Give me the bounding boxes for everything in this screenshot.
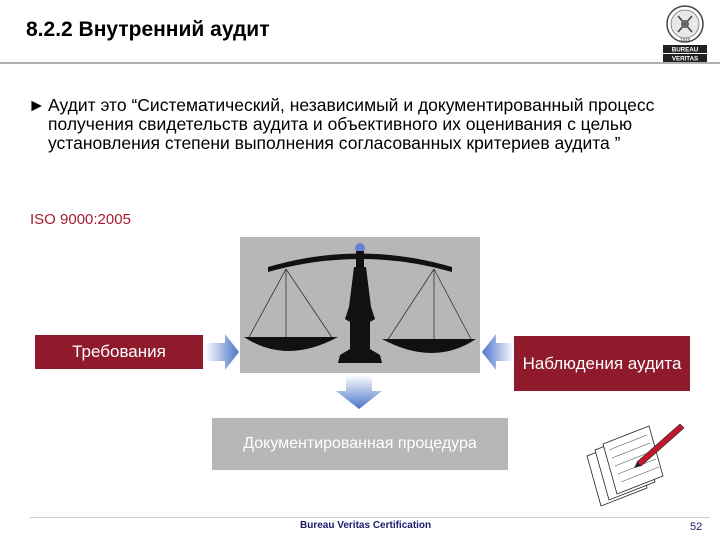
definition-text: Аудит это “Систематический, независимый и документированный процесс получения свидетельств аудита и объективного их оценивания с целью установления степени выполнения согласованных критериев аудита ” (48, 95, 655, 153)
bureau-veritas-logo (660, 4, 710, 64)
bullet-marker-icon: ► (28, 95, 46, 115)
arrow-down-icon (336, 375, 382, 409)
arrow-left-icon (482, 334, 514, 370)
svg-text:1828: 1828 (679, 37, 691, 42)
svg-text:VERITAS: VERITAS (671, 55, 699, 63)
iso-reference: ISO 9000:2005 (30, 211, 131, 228)
scales-icon (240, 237, 480, 373)
page-title: 8.2.2 Внутренний аудит (26, 18, 270, 41)
arrow-right-icon (205, 334, 239, 370)
page-number: 52 (690, 521, 703, 533)
requirements-box: Требования (35, 335, 203, 369)
documents-pen-icon (585, 418, 685, 508)
footer-company: Bureau Veritas Certification (300, 520, 432, 531)
documented-procedure-box: Документированная процедура (212, 418, 508, 470)
definition-bullet (28, 96, 688, 153)
title-divider (0, 62, 720, 64)
audit-observations-box: Наблюдения аудита (514, 336, 690, 391)
footer-divider (30, 517, 710, 518)
svg-text:BUREAU: BUREAU (671, 46, 699, 54)
